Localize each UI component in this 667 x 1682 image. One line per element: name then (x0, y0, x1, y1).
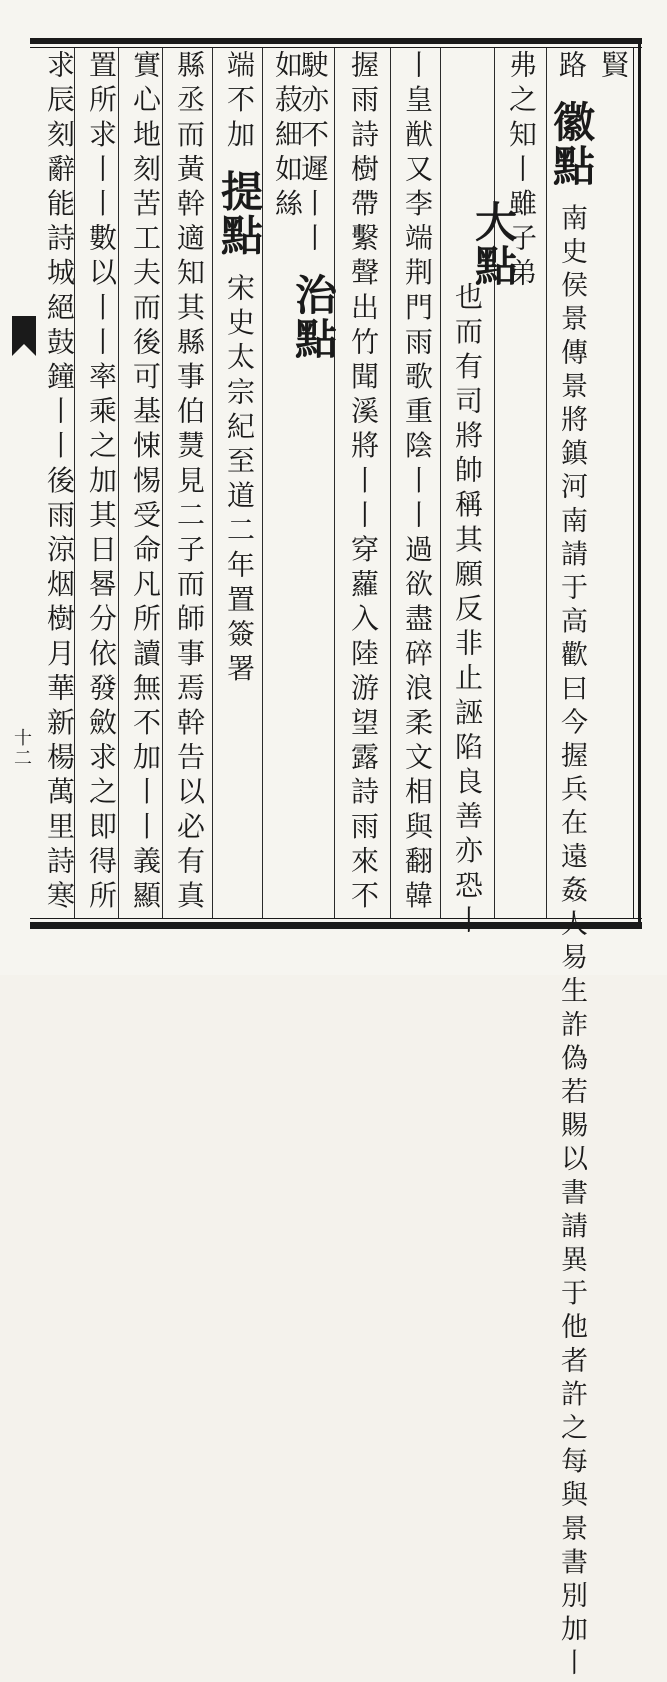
column-rule (390, 48, 391, 918)
text-column-10 (216, 50, 262, 916)
column-rule (440, 48, 441, 918)
column-text: 求辰刻辭能詩城絕鼓鐘丨丨後雨涼烟樹月華新楊萬里詩寒 (43, 50, 76, 915)
column-text: 置所求丨丨數以丨丨率乘之加其日晷分依發斂求之即得所 (85, 50, 118, 915)
column-text: 縣丞而黃幹適知其縣事伯熭見二子而師事焉幹告以必有真 (173, 50, 206, 915)
text-column-11 (166, 50, 212, 916)
text-column-6 (394, 50, 440, 916)
text-column-2 (547, 50, 596, 1682)
entry-heading: 徽點 (547, 100, 596, 189)
column-text: 實心地刻苦工夫而後可基悚惕受命凡所讀無不加丨丨義顯 (129, 50, 162, 915)
page-number: 十二 (11, 728, 32, 768)
column-rule (212, 48, 213, 918)
frame-top-inner-line (30, 47, 642, 48)
text-column-7b (340, 50, 386, 916)
frame-right-border (638, 38, 641, 929)
frame-top-border (30, 38, 642, 44)
frame-bottom-border (30, 922, 642, 929)
text-column-9 (264, 50, 304, 916)
fishtail-mark (12, 316, 36, 356)
column-text: 南史侯景傳景將鎮河南請于高歡曰今握兵在遠姦人易生詐偽若賜以書請異于他者許之每與景書別加丨 (556, 203, 587, 1682)
column-text: 弗之知 (505, 50, 538, 154)
column-text: 如菽細如絲 (271, 50, 304, 223)
spine-strip (8, 48, 34, 918)
text-column-1 (590, 50, 636, 916)
entry-heading: 治點 (289, 273, 338, 362)
column-text: 宋史太宗紀至道二年置簽署 (223, 272, 256, 689)
column-text: 端不加 (223, 50, 256, 154)
frame-bottom-inner-line (30, 918, 642, 919)
text-column-12 (122, 50, 168, 916)
column-text: 也而有司將帥稱其願反非止誣陷良善亦恐丨 (451, 282, 484, 940)
entry-heading: 提點 (215, 169, 264, 258)
column-text: 駛亦不遲丨丨 (297, 50, 330, 258)
column-text: 賢 (597, 50, 630, 85)
column-text: 路 (555, 50, 588, 85)
column-text: 丨皇猷又李端荆門雨歌重陰丨丨過欲盡碎浪柔文相與翻韓 (401, 50, 434, 915)
text-column-5 (444, 50, 490, 940)
column-text: 丨雖子弟 (505, 153, 538, 293)
entry-heading: 大點 (469, 200, 518, 288)
text-column-13 (78, 50, 124, 916)
text-column-14 (36, 50, 82, 916)
column-text: 握雨詩樹帶繫聲出竹聞溪將丨丨穿蘿入陸游望露詩雨來不 (347, 50, 380, 915)
